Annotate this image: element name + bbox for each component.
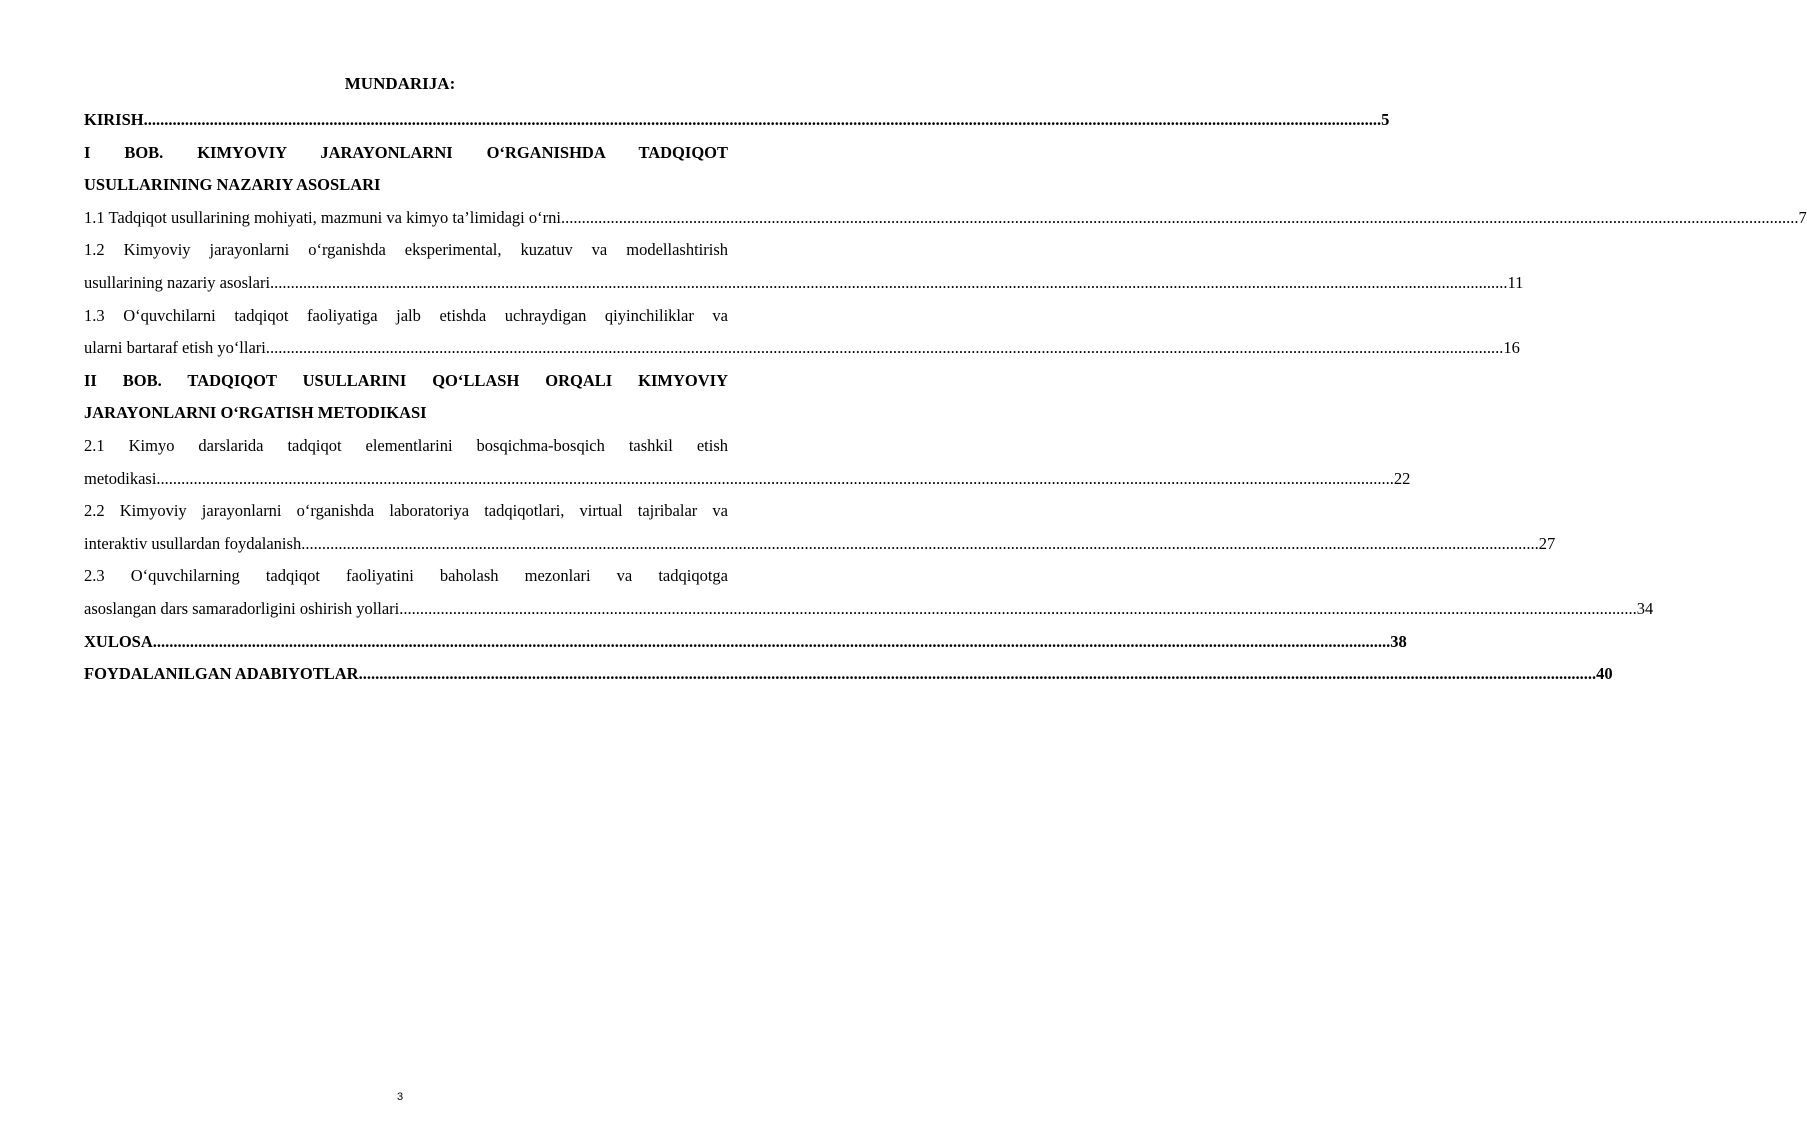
toc-entry-text: 1.1 Tadqiqot usullarining mohiyati, mazmuni va kimyo ta’limidagi o‘rni xyxy=(84,207,561,227)
toc-entry-text: interaktiv usullardan foydalanish xyxy=(84,533,302,553)
toc-entry-2-3-line2[interactable] xyxy=(84,593,1654,626)
dot-leader: ............................................................................................................................................................................................................................................................................................................ xyxy=(156,468,1394,488)
dot-leader: ............................................................................................................................................................................................................................................................................................................ xyxy=(399,598,1637,618)
toc-entry-text: KIRISH xyxy=(84,110,144,129)
toc-page-number: 22 xyxy=(1393,468,1411,488)
toc-entry-2-3-line1[interactable]: 2.3 O‘quvchilarning tadqiqot faoliyatini baholash mezonlari va tadqiqotga xyxy=(84,566,728,586)
toc-entry-2-2-line1[interactable]: 2.2 Kimyoviy jarayonlarni o‘rganishda laboratoriya tadqiqotlari, virtual tajribalar va xyxy=(84,501,728,521)
table-of-contents xyxy=(84,104,1807,691)
toc-page-number: 11 xyxy=(1507,272,1524,292)
dot-leader: ............................................................................................................................................................................................................................................................................................................ xyxy=(270,272,1508,292)
toc-entry-1-3-line1[interactable]: 1.3 O‘quvchilarni tadqiqot faoliyatiga jalb etishda uchraydigan qiyinchiliklar va xyxy=(84,305,728,325)
toc-entry-text: ularni bartaraf etish yo‘llari xyxy=(84,338,266,358)
toc-entry-kirish[interactable] xyxy=(84,104,1390,137)
toc-entry-text: metodikasi xyxy=(84,468,157,488)
toc-entry-2-1-line1[interactable]: 2.1 Kimyo darslarida tadqiqot elementlarini bosqichma-bosqich tashkil etish xyxy=(84,435,728,455)
dot-leader: ............................................................................................................................................................................................................................................................................................................ xyxy=(560,207,1799,227)
toc-chapter-1-line2[interactable]: USULLARINING NAZARIY ASOSLARI xyxy=(84,175,381,195)
dot-leader: ............................................................................................................................................................................................................................................................................................................ xyxy=(301,533,1539,553)
toc-title: MUNDARIJA: xyxy=(344,74,456,93)
toc-page-number: 5 xyxy=(1381,110,1390,129)
toc-entry-2-1-line2[interactable] xyxy=(84,463,1411,496)
toc-page-number: 38 xyxy=(1390,631,1407,651)
toc-entry-text: FOYDALANILGAN ADABIYOTLAR xyxy=(84,664,359,684)
page-number: 3 xyxy=(396,1091,404,1103)
toc-chapter-2-line2[interactable]: JARAYONLARNI O‘RGATISH METODIKASI xyxy=(84,403,427,423)
toc-entry-xulosa[interactable] xyxy=(84,626,1407,659)
toc-page-number: 27 xyxy=(1538,533,1556,553)
toc-entry-1-3-line2[interactable] xyxy=(84,332,1520,365)
toc-page-number: 7 xyxy=(1798,207,1807,227)
toc-page-number: 40 xyxy=(1596,664,1613,684)
dot-leader: ............................................................................................................................................................................................................................................................................................................ xyxy=(265,338,1504,358)
toc-page-number: 34 xyxy=(1636,598,1654,618)
toc-chapter-2-line1[interactable]: II BOB. TADQIQOT USULLARINI QO‘LLASH ORQALI KIMYOVIY xyxy=(84,370,728,390)
toc-entry-1-2-line1[interactable]: 1.2 Kimyoviy jarayonlarni o‘rganishda eksperimental, kuzatuv va modellashtirish xyxy=(84,240,728,260)
toc-chapter-1-line1[interactable]: I BOB. KIMYOVIY JARAYONLARNI O‘RGANISHDA TADQIQOT xyxy=(84,142,728,162)
toc-entry-2-2-line2[interactable] xyxy=(84,528,1556,561)
toc-entry-1-2-line2[interactable] xyxy=(84,267,1524,300)
toc-entry-text: asoslangan dars samaradorligini oshirish yollari xyxy=(84,598,400,618)
dot-leader: ............................................................................................................................................................................................................................................................................................................ xyxy=(358,664,1597,684)
toc-page-number: 16 xyxy=(1503,338,1520,358)
dot-leader: ............................................................................................................................................................................................................................................................................................................ xyxy=(152,631,1391,651)
toc-entry-1-1[interactable] xyxy=(84,202,1807,235)
toc-entry-text: XULOSA xyxy=(84,631,153,651)
toc-entry-text: usullarining nazariy asoslari xyxy=(84,272,271,292)
dot-leader: ............................................................................................................................................................................................................................................................................................................ xyxy=(143,110,1382,129)
toc-entry-adabiyotlar[interactable] xyxy=(84,658,1613,691)
